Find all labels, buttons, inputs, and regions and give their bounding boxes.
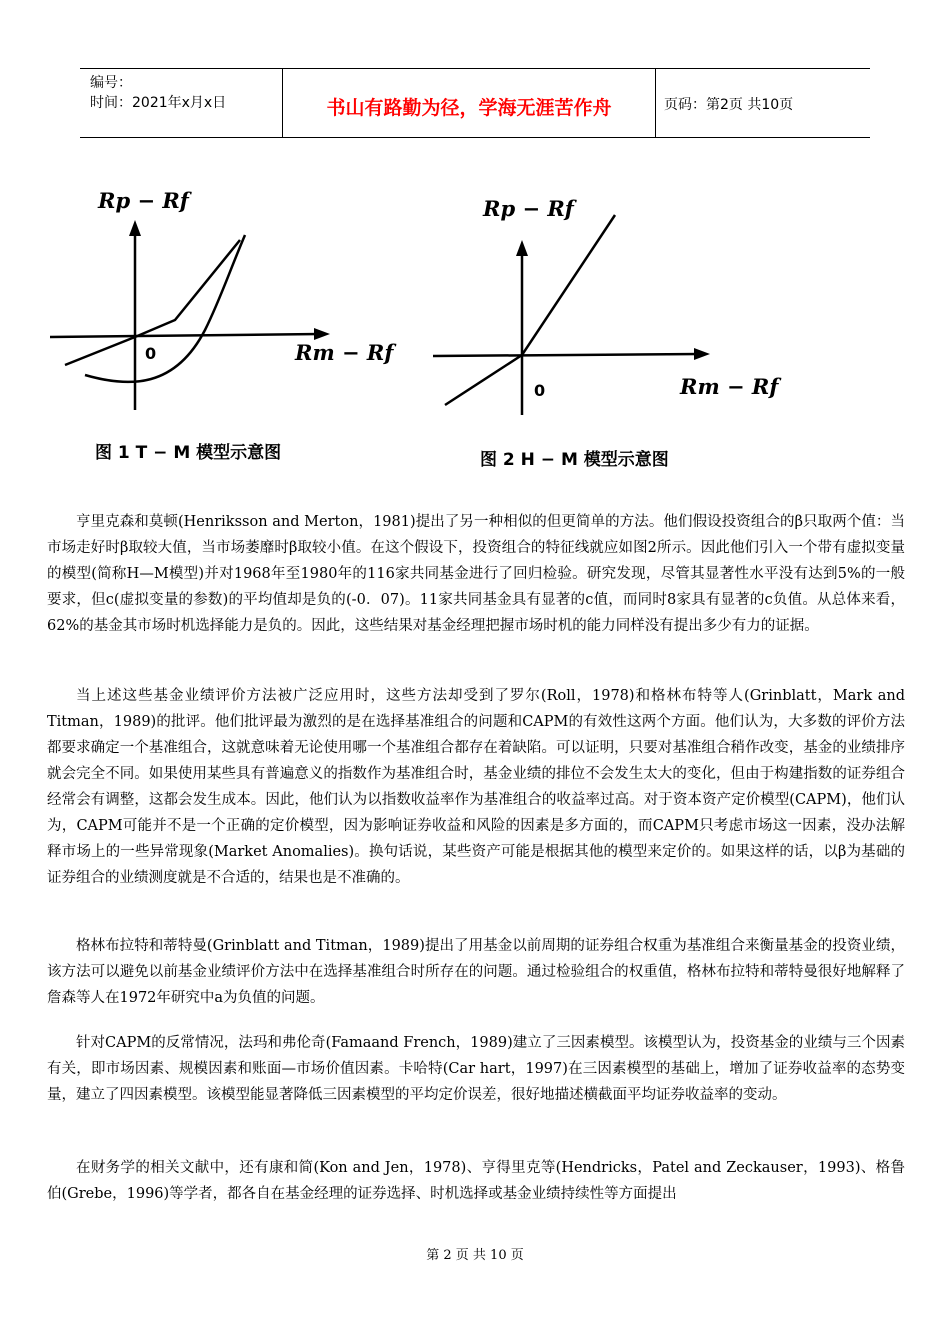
y-axis-label: Rp − Rf: [98, 188, 189, 213]
figure-caption: 图 2 H − M 模型示意图: [480, 450, 669, 470]
x-axis-arrow: [694, 348, 710, 360]
page-header: [80, 68, 870, 138]
figure-tm-diagram: [40, 180, 394, 470]
quadratic-curve: [85, 235, 245, 382]
origin-label: 0: [534, 381, 546, 400]
figure-hm-diagram: [425, 190, 779, 480]
page-footer: 第 2 页 共 10 页: [426, 1248, 524, 1263]
x-axis-arrow: [314, 328, 330, 340]
x-axis-label: Rm − Rf: [295, 340, 394, 365]
x-axis: [50, 334, 320, 337]
figure-hm-model: [425, 190, 779, 480]
y-axis-arrow: [129, 220, 141, 236]
header-page-cell: [656, 69, 870, 137]
x-axis-label: Rm − Rf: [680, 374, 779, 399]
y-axis-label: Rp − Rf: [483, 196, 574, 221]
paragraph: 在财务学的相关文献中，还有康和简(Kon and Jen，1978)、亨得里克等(Hendricks，Patel and Zeckauser，1993)、格鲁伯(Grebe，1996)等学者，都各自在基金经理的证券选择、时机选择或基金业绩持续性等方面提出: [47, 1160, 905, 1202]
document-code: 编号：: [90, 75, 132, 91]
paragraph: 亨里克森和莫顿(Henriksson and Merton，1981)提出了另一种相似的但更简单的方法。他们假设投资组合的β只取两个值：当市场走好时β取较大值，当市场萎靡时β取较小值。在这个假设下，投资组合的特征线就应如图2所示。因此他们引入一个带有虚拟变量的模型(简称H—M模型)并对1968年至1980年的116家共同基金进行了回归检验。研究发现，尽管其显著性水平没有达到5%的一般要求，但c(虚拟变量的参数)的平均值却是负的(-0．07)。11家共同基金具有显著的c值，而同时8家具有显著的c负值。从总体来看，62%的基金其市场时机选择能力是负的。因此，这些结果对基金经理把握市场时机的能力同样没有提出多少有力的证据。: [47, 514, 905, 634]
motto: 书山有路勤为径，学海无涯苦作舟: [326, 97, 612, 119]
figure-caption: 图 1 T − M 模型示意图: [95, 443, 282, 463]
header-meta-cell: [80, 69, 283, 137]
paragraph: 格林布拉特和蒂特曼(Grinblatt and Titman，1989)提出了用基金以前周期的证券组合权重为基准组合来衡量基金的投资业绩，该方法可以避免以前基金业绩评价方法中在选择基准组合时所存在的问题。通过检验组合的权重值，格林布拉特和蒂特曼很好地解释了詹森等人在1972年研究中a为负值的问题。: [47, 938, 905, 1006]
document-date: 时间：2021年x月x日: [90, 95, 227, 111]
x-axis: [433, 354, 700, 356]
characteristic-line: [445, 215, 615, 405]
y-axis-arrow: [516, 240, 528, 256]
header-motto-cell: [283, 69, 656, 137]
paragraph: 针对CAPM的反常情况，法玛和弗伦奇(Famaand French，1989)建立了三因素模型。该模型认为，投资基金的业绩与三个因素有关，即市场因素、规模因素和账面—市场价值因素。卡哈特(Car hart，1997)在三因素模型的基础上，增加了证券收益率的态势变量，建立了四因素模型。该模型能显著降低三因素模型的平均定价误差，很好地描述横截面平均证券收益率的变动。: [47, 1035, 905, 1103]
page-info: 页码：第2页 共10页: [664, 97, 794, 113]
origin-label: 0: [145, 344, 157, 363]
figure-tm-model: [40, 180, 394, 470]
paragraph: 当上述这些基金业绩评价方法被广泛应用时，这些方法却受到了罗尔(Roll，1978)和格林布特等人(Grinblatt，Mark and Titman，1989)的批评。他们批评最为激烈的是在选择基准组合的问题和CAPM的有效性这两个方面。他们认为，大多数的评价方法都要求确定一个基准组合，这就意味着无论使用哪一个基准组合都存在着缺陷。可以证明，只要对基准组合稍作改变，基金的业绩排序就会完全不同。如果使用某些具有普遍意义的指数作为基准组合时，基金业绩的排位不会发生太大的变化，但由于构建指数的证券组合经常会有调整，这都会发生成本。因此，他们认为以指数收益率作为基准组合的收益率过高。对于资本资产定价模型(CAPM)，他们认为，CAPM可能并不是一个正确的定价模型，因为影响证券收益和风险的因素是多方面的，而CAPM只考虑市场这一因素，没办法解释市场上的一些异常现象(Market Anomalies)。换句话说，某些资产可能是根据其他的模型来定价的。如果这样的话，以β为基础的证券组合的业绩测度就是不合适的，结果也是不准确的。: [47, 688, 905, 886]
